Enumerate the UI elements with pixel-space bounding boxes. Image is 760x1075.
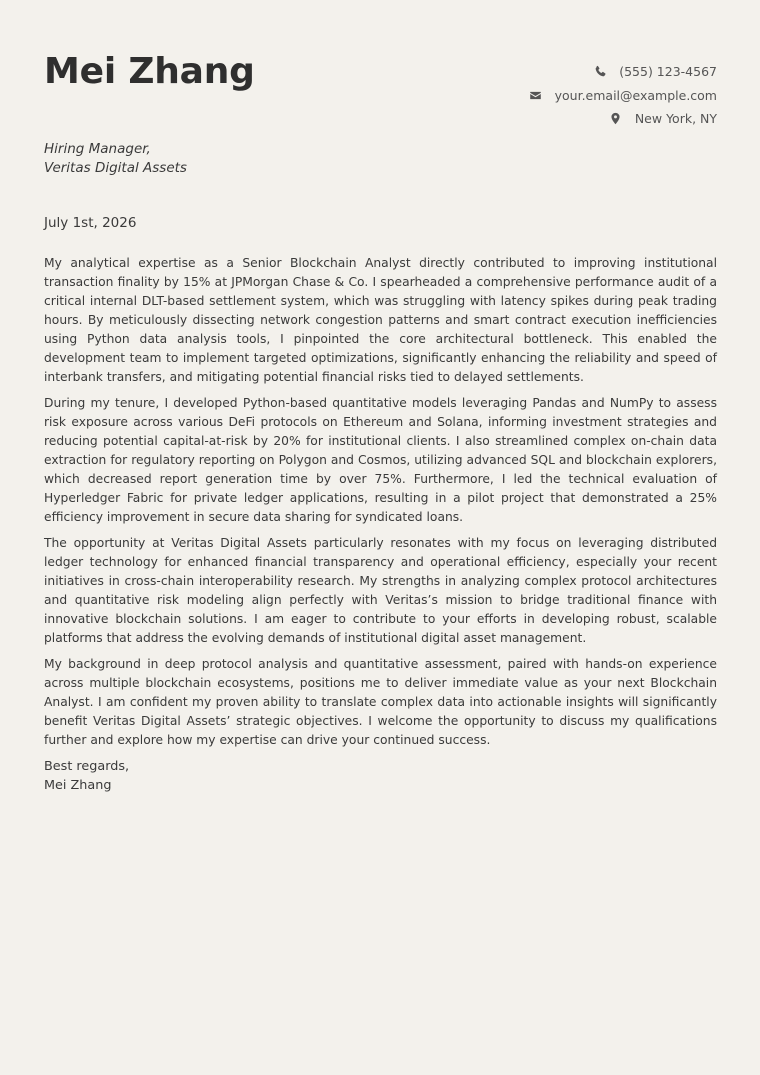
letter-body xyxy=(44,254,717,795)
contact-location xyxy=(417,107,717,131)
contact-phone xyxy=(417,60,717,84)
email-address: your.email@example.com xyxy=(554,87,717,103)
contact-email xyxy=(417,84,717,108)
closing-salutation: Best regards, xyxy=(44,759,130,774)
phone-number: (555) 123-4567 xyxy=(619,64,717,80)
body-paragraph: The opportunity at Veritas Digital Assets particularly resonates with my focus on leveraging distributed ledger technology for enhanced financial transparency and operational efficiency, especially your recent initiatives in cross-chain interoperability research. My strengths in analyzing complex protocol architectures and quantitative risk modeling align perfectly with Veritas’s mission to bridge traditional finance with innovative blockchain solutions. I am eager to contribute to your efforts in developing robust, scalable platforms that address the evolving demands of institutional digital asset management. xyxy=(44,536,717,645)
letter-date: July 1st, 2026 xyxy=(44,215,137,231)
cover-letter-page xyxy=(44,0,717,1075)
body-paragraph: My analytical expertise as a Senior Blockchain Analyst directly contributed to improving institutional transaction finality by 15% at JPMorgan Chase & Co. I spearheaded a comprehensive performance audit of a critical internal DLT-based settlement system, which was struggling with latency spikes during peak trading hours. By meticulously dissecting network congestion patterns and smart contract execution inefficiencies using Python data analysis tools, I pinpointed the core architectural bottleneck. This enabled the development team to implement targeted optimizations, significantly enhancing the reliability and speed of interbank transfers, and mitigating potential financial risks tied to delayed settlements. xyxy=(44,256,717,384)
envelope-icon xyxy=(529,88,543,102)
body-paragraph: During my tenure, I developed Python-based quantitative models leveraging Pandas and NumPy to assess risk exposure across various DeFi protocols on Ethereum and Solana, informing investment strategies and reducing potential capital-at-risk by 20% for institutional clients. I also streamlined complex on-chain data extraction for regulatory reporting on Polygon and Cosmos, utilizing advanced SQL and blockchain explorers, which decreased report generation time by over 75%. Furthermore, I led the technical evaluation of Hyperledger Fabric for private ledger applications, resulting in a pilot project that demonstrated a 25% efficiency improvement in secure data sharing for syndicated loans. xyxy=(44,396,717,524)
body-paragraph: My background in deep protocol analysis and quantitative assessment, paired with hands-on experience across multiple blockchain ecosystems, positions me to deliver immediate value as your next Blockchain Analyst. I am confident my proven ability to translate complex data into actionable insights will significantly benefit Veritas Digital Assets’ strategic objectives. I welcome the opportunity to discuss my qualifications further and explore how my expertise can drive your continued success. xyxy=(44,657,717,747)
closing-signature: Mei Zhang xyxy=(44,778,112,793)
applicant-name: Mei Zhang xyxy=(44,51,255,92)
contact-info xyxy=(417,60,717,131)
location: New York, NY xyxy=(634,111,717,127)
letter-closing xyxy=(44,757,717,795)
map-pin-icon xyxy=(609,112,623,126)
recipient-company: Veritas Digital Assets xyxy=(44,160,187,176)
recipient-block xyxy=(44,140,187,178)
letter-header xyxy=(44,48,717,138)
phone-icon xyxy=(593,65,607,79)
recipient-title: Hiring Manager, xyxy=(44,141,151,157)
